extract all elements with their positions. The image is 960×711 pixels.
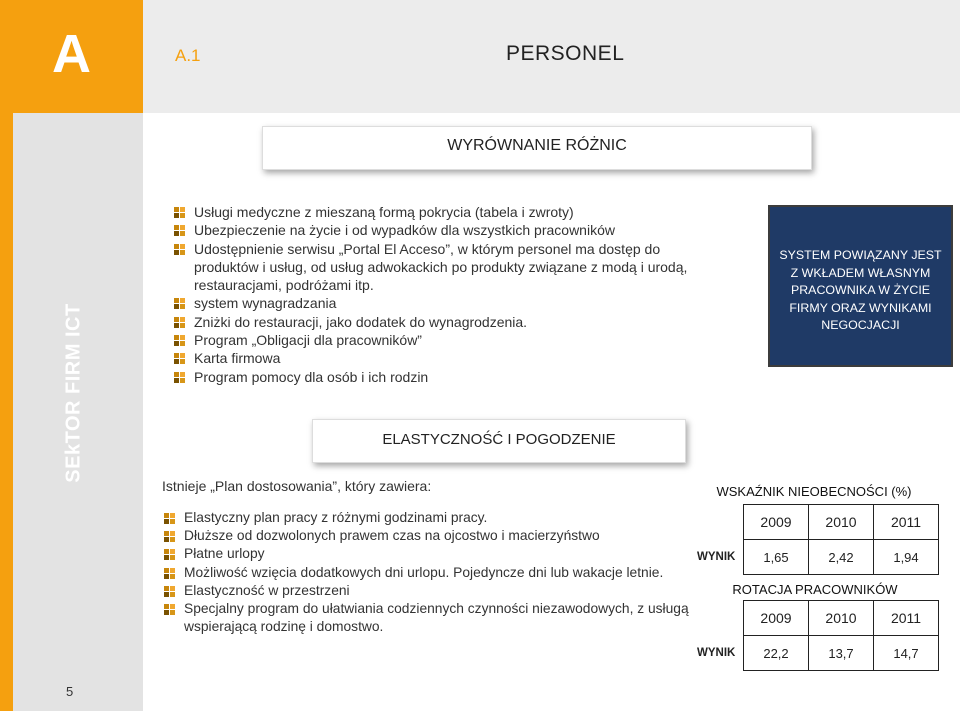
section-badge bbox=[0, 0, 143, 113]
list-item-text: Możliwość wzięcia dodatkowych dni urlopu. Pojedyncze dni lub wakacje letnie. bbox=[184, 564, 664, 580]
list-item-text: Zniżki do restauracji, jako dodatek do wynagrodzenia. bbox=[194, 313, 528, 330]
table-header-cell: 2011 bbox=[874, 601, 939, 636]
list-item-text: Karta firmowa bbox=[194, 350, 281, 367]
bullet-icon bbox=[174, 225, 185, 236]
list-item-text: Program pomocy dla osób i ich rodzin bbox=[194, 368, 429, 385]
absence-table-title: WSKAŹNIK NIEOBECNOŚCI (%) bbox=[716, 484, 912, 499]
table-header-cell: 2010 bbox=[809, 505, 874, 540]
table-header-cell: 2009 bbox=[744, 601, 809, 636]
list-item bbox=[160, 509, 695, 527]
bullet-icon bbox=[164, 604, 175, 615]
table-row bbox=[695, 540, 939, 575]
list-item-text: Usługi medyczne z mieszaną formą pokrycia (tabela i zwroty) bbox=[194, 204, 574, 220]
list-item-text: Płatne urlopy bbox=[184, 546, 265, 562]
bullet-icon bbox=[174, 372, 185, 383]
table-cell: 1,94 bbox=[874, 540, 939, 575]
list-item-text: Dłuższe od dozwolonych prawem czas na ojcostwo i macierzyństwo bbox=[184, 528, 600, 544]
list-item bbox=[170, 294, 690, 312]
benefits-list bbox=[170, 203, 690, 386]
list-item bbox=[170, 221, 690, 239]
list-item bbox=[160, 545, 695, 563]
section-number: A.1 bbox=[175, 46, 201, 65]
rotation-table-title: ROTACJA PRACOWNIKÓW bbox=[732, 582, 898, 597]
list-item bbox=[160, 564, 695, 582]
page-title: PERSONEL bbox=[506, 42, 625, 65]
list-item bbox=[170, 331, 690, 349]
list-item bbox=[160, 582, 695, 600]
bullet-icon bbox=[164, 531, 175, 542]
list-item bbox=[170, 349, 690, 367]
bullet-icon bbox=[174, 335, 185, 346]
section-letter: A bbox=[52, 24, 91, 84]
subtitle-box bbox=[262, 126, 812, 170]
flexibility-list bbox=[160, 509, 695, 636]
rotation-table bbox=[695, 600, 939, 671]
bullet-icon bbox=[164, 568, 175, 579]
list-item bbox=[160, 600, 695, 636]
list-item-text: Elastyczność w przestrzeni bbox=[184, 582, 350, 598]
table-header-cell: 2011 bbox=[874, 505, 939, 540]
bullet-icon bbox=[174, 207, 185, 218]
list-item bbox=[160, 527, 695, 545]
table-row-label: WYNIK bbox=[697, 551, 736, 563]
table-corner bbox=[695, 601, 744, 636]
list-item-text: system wynagradzania bbox=[194, 295, 337, 312]
flexibility-intro: Istnieje „Plan dostosowania”, który zawiera: bbox=[162, 478, 432, 494]
table-header-cell: 2010 bbox=[809, 601, 874, 636]
bullet-icon bbox=[164, 549, 175, 560]
system-info-text: SYSTEM POWIĄZANY JEST Z WKŁADEM WŁASNYM PRACOWNIKA W ŻYCIE FIRMY ORAZ WYNIKAMI NEGOCJACJI bbox=[779, 248, 942, 333]
list-item-text: Udostępnienie serwisu „Portal El Acceso”, w którym personel ma dostęp do produktów i usług, od usług adwokackich po produkty związane z modą i urodą, restauracjami, podróżami itp. bbox=[194, 240, 688, 294]
list-item bbox=[170, 240, 690, 295]
table-cell: 1,65 bbox=[744, 540, 809, 575]
list-item-text: Ubezpieczenie na życie i od wypadków dla wszystkich pracowników bbox=[194, 222, 615, 239]
sidebar-label-wrap bbox=[0, 113, 143, 673]
sidebar-vertical-label: SEkTOR FIRM ICT bbox=[62, 303, 85, 483]
list-item-text: Program „Obligacji dla pracowników” bbox=[194, 332, 422, 349]
subtitle: WYRÓWNANIE RÓŻNIC bbox=[447, 137, 627, 154]
table-cell: 14,7 bbox=[874, 636, 939, 671]
table-row bbox=[695, 601, 939, 636]
bullet-icon bbox=[174, 298, 185, 309]
table-row-label: WYNIK bbox=[697, 647, 736, 659]
absence-table bbox=[695, 504, 939, 575]
table-cell: 13,7 bbox=[809, 636, 874, 671]
bullet-icon bbox=[174, 244, 185, 255]
bullet-icon bbox=[164, 586, 175, 597]
list-item bbox=[170, 313, 690, 331]
table-row bbox=[695, 505, 939, 540]
table-row bbox=[695, 636, 939, 671]
list-item bbox=[170, 203, 690, 221]
list-item-text: Elastyczny plan pracy z różnymi godzinami pracy. bbox=[184, 510, 488, 525]
table-cell: 22,2 bbox=[744, 636, 809, 671]
system-info-box bbox=[768, 205, 953, 367]
flexibility-heading-box bbox=[312, 419, 686, 463]
flexibility-heading: ELASTYCZNOŚĆ I POGODZENIE bbox=[382, 431, 616, 448]
page-number: 5 bbox=[66, 684, 74, 699]
bullet-icon bbox=[164, 513, 175, 524]
list-item bbox=[170, 368, 690, 386]
table-corner bbox=[695, 505, 744, 540]
list-item-text: Specjalny program do ułatwiania codziennych czynności niezawodowych, z usługą wspierającą rodzinę i domostwo. bbox=[184, 601, 689, 635]
bullet-icon bbox=[174, 317, 185, 328]
table-header-cell: 2009 bbox=[744, 505, 809, 540]
table-cell: 2,42 bbox=[809, 540, 874, 575]
bullet-icon bbox=[174, 353, 185, 364]
